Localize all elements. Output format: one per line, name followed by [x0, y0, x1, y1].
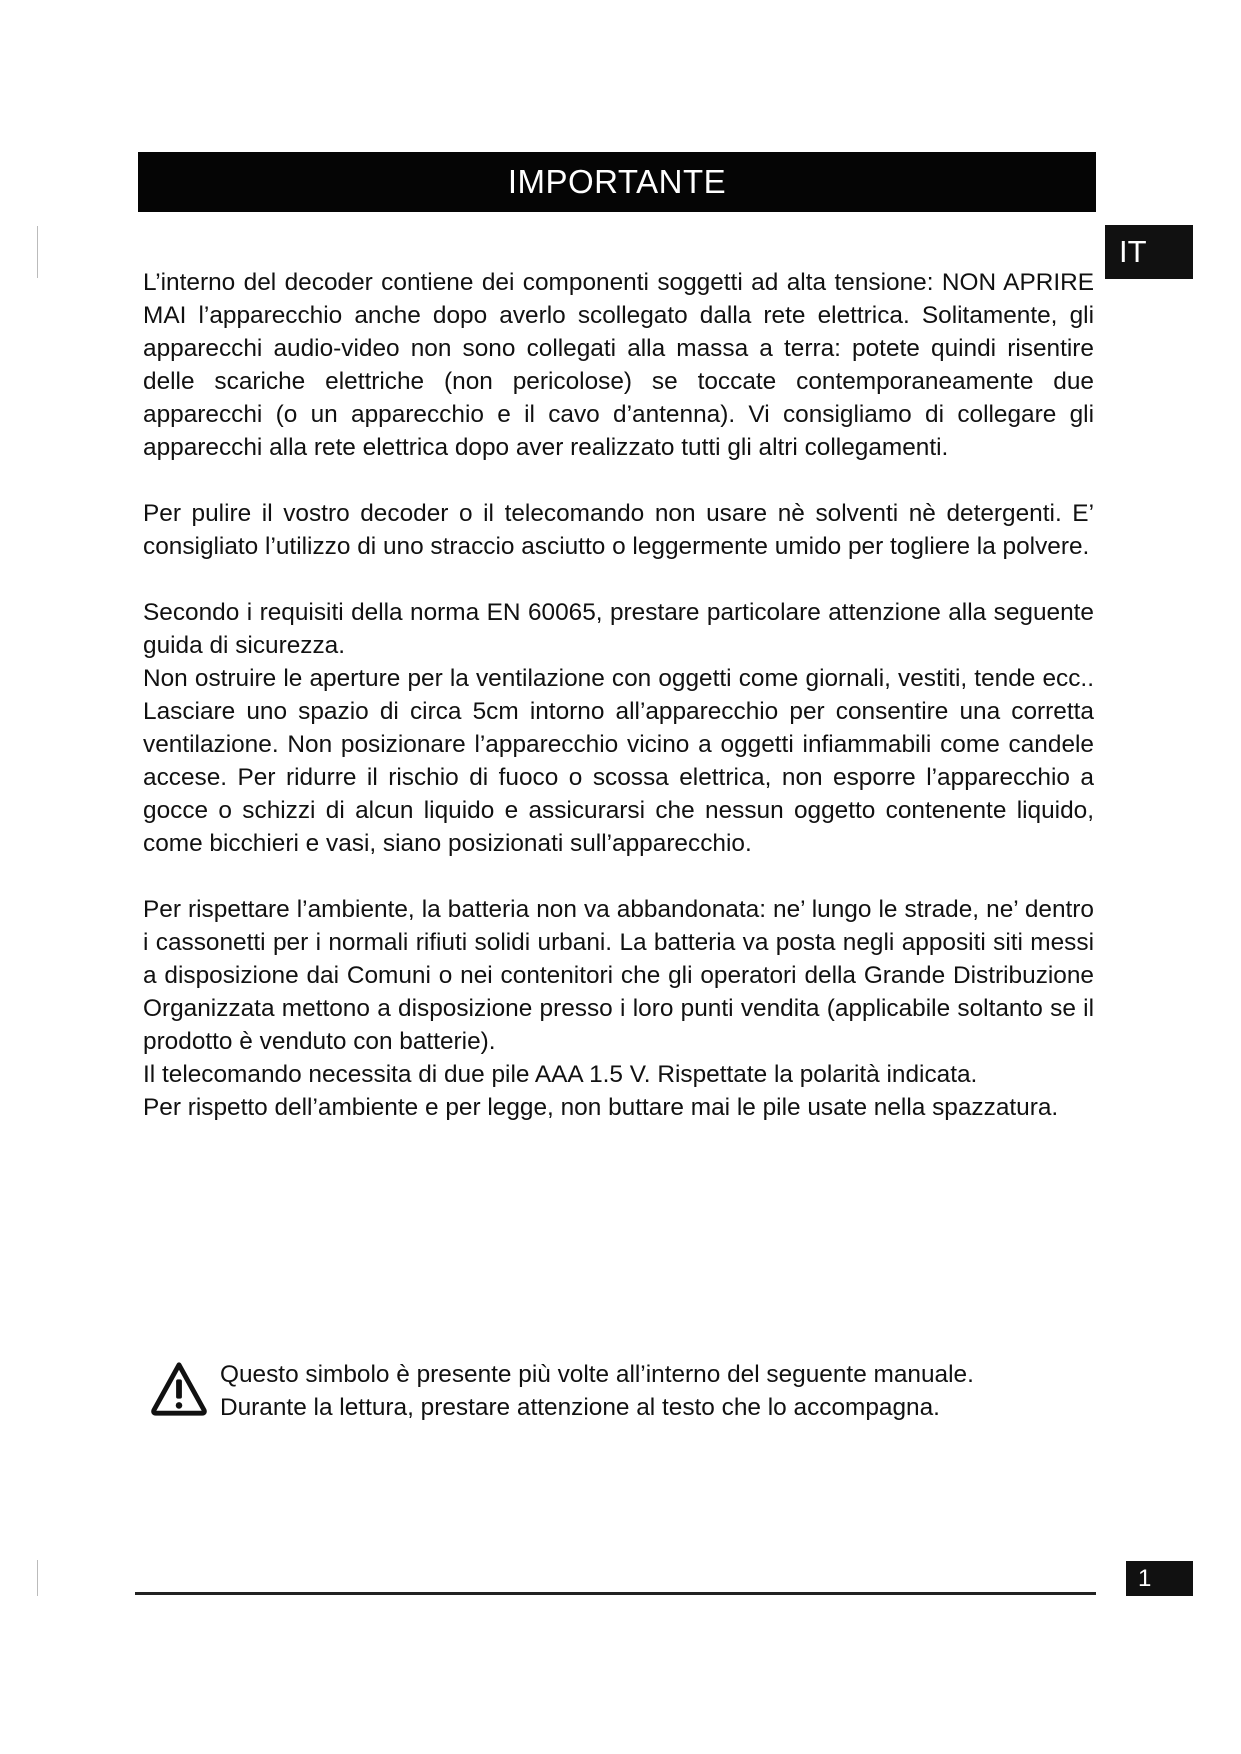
paragraph-remote-batteries: Il telecomando necessita di due pile AAA 1.5 V. Rispettate la polarità indicata. — [143, 1061, 978, 1088]
warning-triangle-icon — [150, 1360, 208, 1418]
warning-line-2: Durante la lettura, prestare attenzione al testo che lo accompagna. — [220, 1394, 940, 1421]
paragraph-norm: Secondo i requisiti della norma EN 60065, prestare particolare attenzione alla seguente guida di sicurezza. — [143, 599, 1094, 659]
paragraph-battery-law: Per rispetto dell’ambiente e per legge, non buttare mai le pile usate nella spazzatura. — [143, 1094, 1059, 1121]
margin-mark-top — [37, 226, 38, 278]
warning-text — [220, 1358, 974, 1424]
paragraph-cleaning: Per pulire il vostro decoder o il telecomando non usare nè solventi nè detergenti. E’ consigliato l’utilizzo di uno straccio asciutto o leggermente umido per togliere la polvere. — [143, 500, 1094, 560]
section-title: IMPORTANTE — [507, 163, 727, 200]
page-number: 1 — [1138, 1564, 1152, 1592]
footer-divider — [135, 1592, 1096, 1595]
paragraph-battery-disposal: Per rispettare l’ambiente, la batteria non va abbandonata: ne’ lungo le strade, ne’ dentro i cassonetti per i normali rifiuti solidi urbani. La batteria va posta negli appositi siti messi a disposizione dai Comuni o nei contenitori che gli operatori della Grande Distribuzione Organizzata mettono a disposizione presso i loro punti vendita (applicabile soltanto se il prodotto è venduto con batterie). — [143, 896, 1094, 1055]
language-code: IT — [1119, 234, 1147, 269]
paragraph-ventilation: Non ostruire le aperture per la ventilazione con oggetti come giornali, vestiti, tende ecc.. Lasciare uno spazio di circa 5cm intorno all’apparecchio per consentire una corretta ventilazione. Non posizionare l’apparecchio vicino a oggetti infiammabili come candele accese. Per ridurre il rischio di fuoco o scossa elettrica, non esporre l’apparecchio a gocce o schizzi di alcun liquido e assicurarsi che nessun oggetto contenente liquido, come bicchieri e vasi, siano posizionati sull’apparecchio. — [143, 665, 1094, 857]
warning-note — [150, 1358, 1090, 1424]
warning-line-1: Questo simbolo è presente più volte all’interno del seguente manuale. — [220, 1361, 974, 1388]
paragraph-high-voltage: L’interno del decoder contiene dei componenti soggetti ad alta tensione: NON APRIRE MAI l’apparecchio anche dopo averlo scollegato dalla rete elettrica. Solitamente, gli apparecchi audio-video non sono collegati alla massa a terra: potete quindi risentire delle scariche elettriche (non pericolose) se toccate contemporaneamente due apparecchi (o un apparecchio e il cavo d’antenna). Vi consigliamo di collegare gli apparecchi alla rete elettrica dopo aver realizzato tutti gli altri collegamenti. — [143, 269, 1094, 461]
page-number-badge — [1126, 1561, 1193, 1596]
section-header — [138, 152, 1096, 212]
margin-mark-bottom — [37, 1560, 38, 1596]
language-tab — [1105, 225, 1193, 279]
main-content — [143, 266, 1094, 1157]
